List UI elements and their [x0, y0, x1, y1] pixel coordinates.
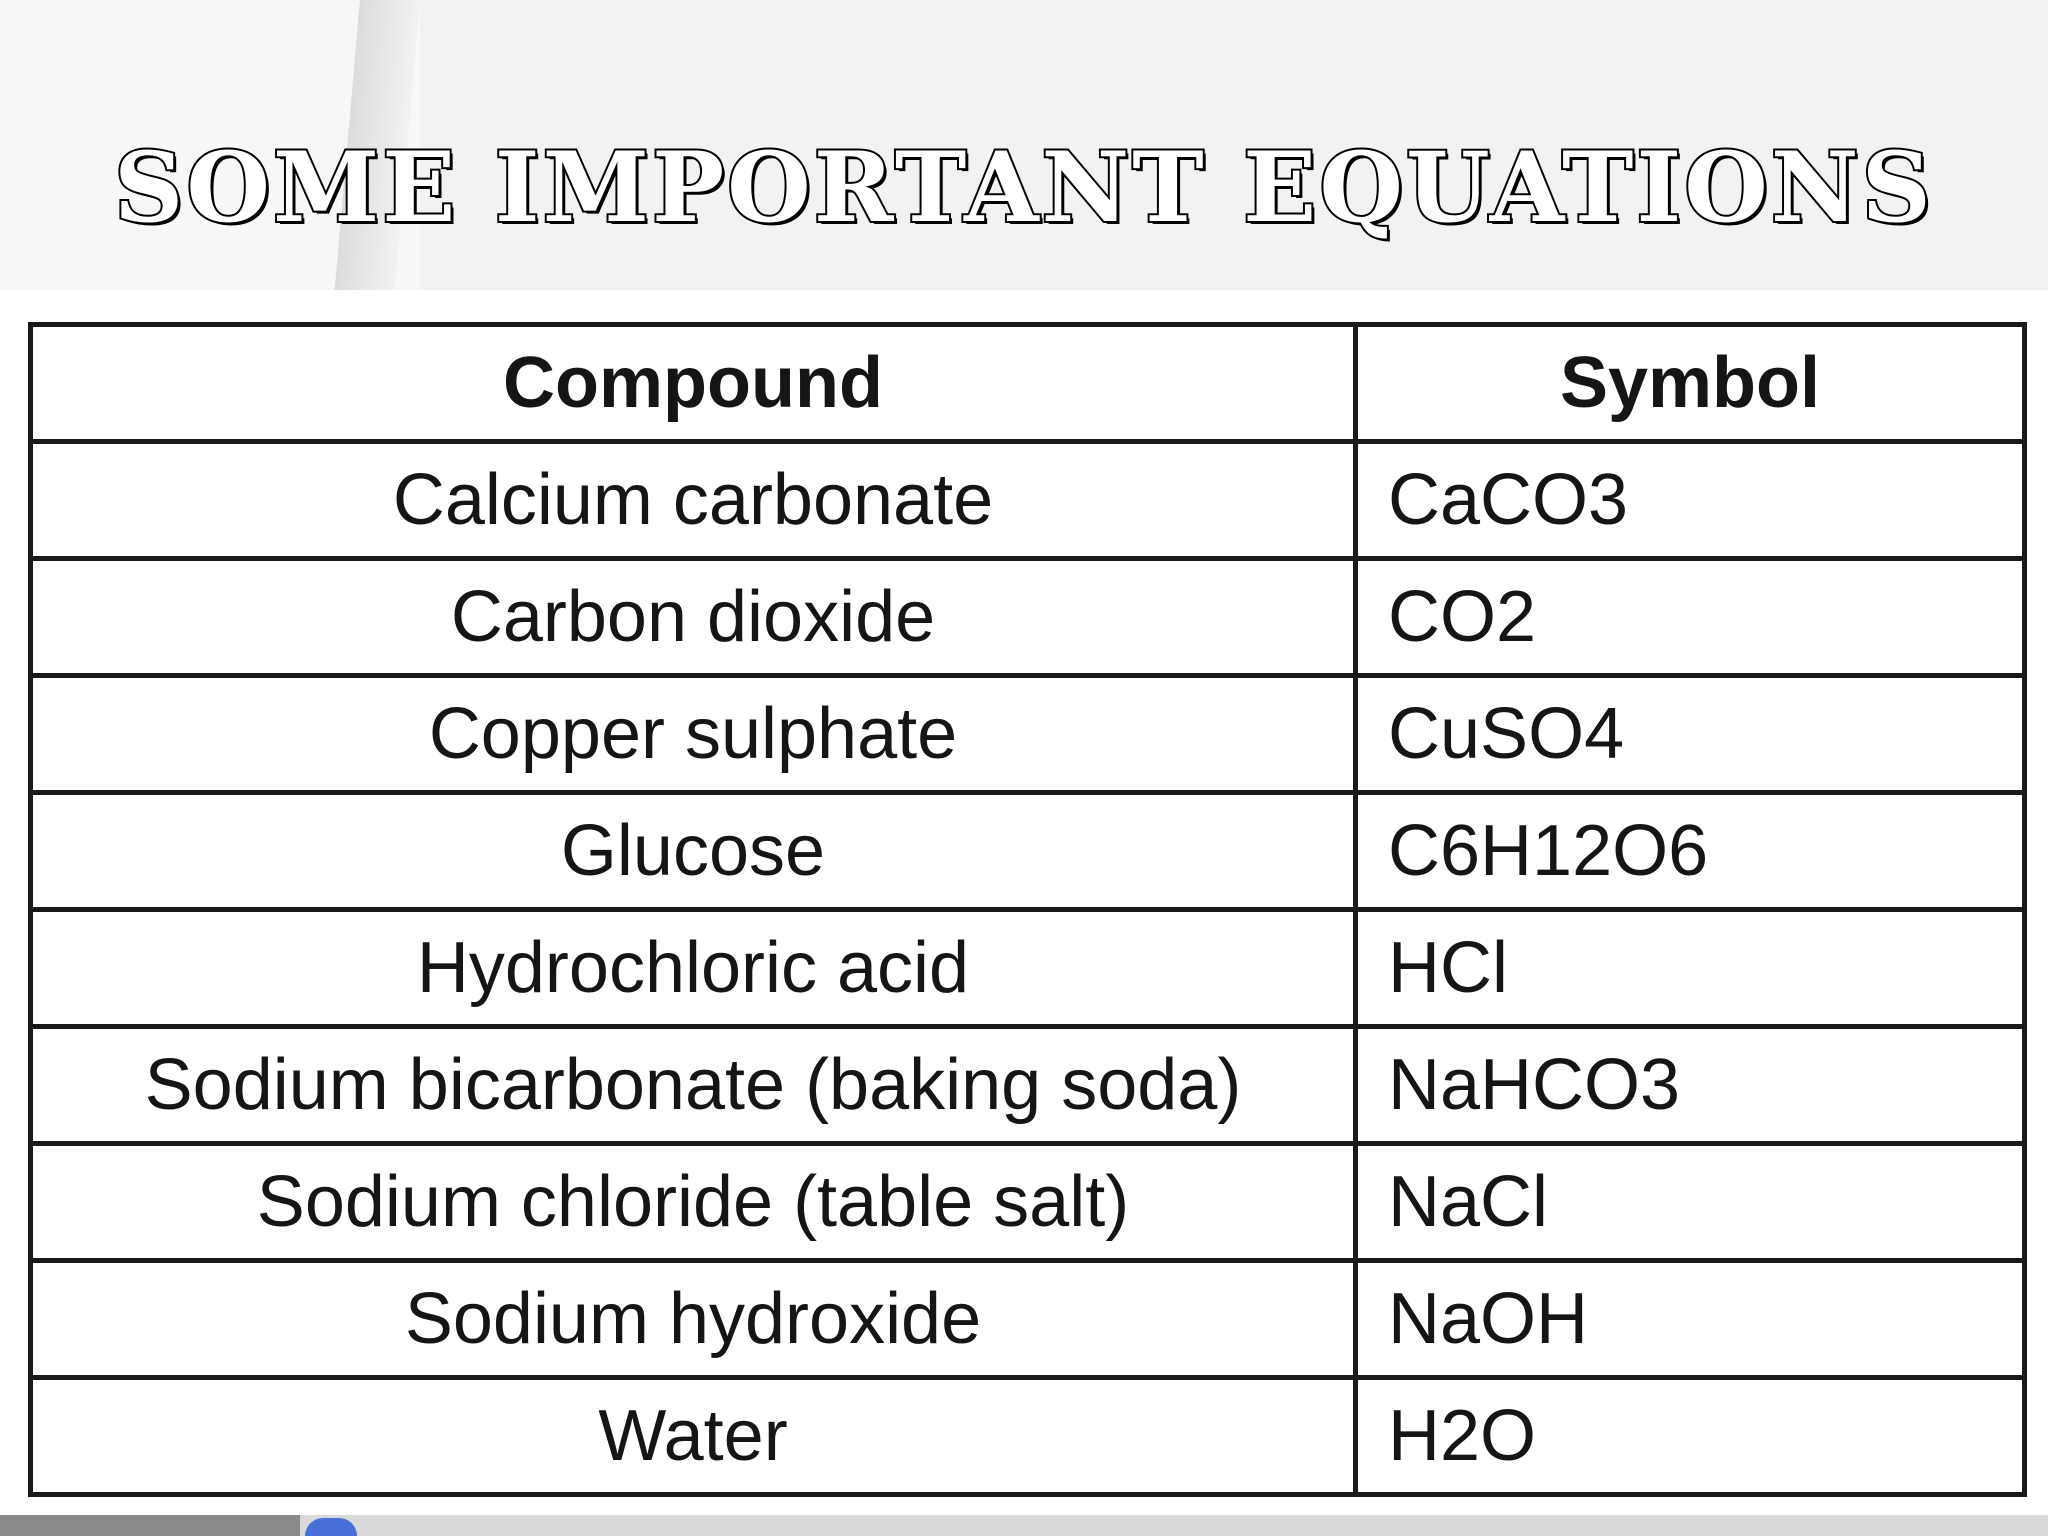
compound-name: Glucose — [31, 793, 1356, 910]
compound-name: Sodium chloride (table salt) — [31, 1144, 1356, 1261]
compound-name: Sodium hydroxide — [31, 1261, 1356, 1378]
chemical-symbol: H2O — [1356, 1378, 2025, 1495]
compound-name: Water — [31, 1378, 1356, 1495]
compound-table — [28, 322, 2027, 1497]
table-row — [31, 1027, 2025, 1144]
compound-name: Calcium carbonate — [31, 442, 1356, 559]
compound-name: Copper sulphate — [31, 676, 1356, 793]
table-row — [31, 1261, 2025, 1378]
chemical-symbol: CO2 — [1356, 559, 2025, 676]
chemical-symbol: HCl — [1356, 910, 2025, 1027]
compound-table-container — [28, 322, 2022, 1492]
symbol-column-header: Symbol — [1356, 325, 2025, 442]
table-row — [31, 442, 2025, 559]
chemical-symbol: C6H12O6 — [1356, 793, 2025, 910]
table-row — [31, 910, 2025, 1027]
slide-title: SOME IMPORTANT EQUATIONS — [113, 131, 1934, 244]
compound-name: Carbon dioxide — [31, 559, 1356, 676]
compound-column-header: Compound — [31, 325, 1356, 442]
chemical-symbol: NaHCO3 — [1356, 1027, 2025, 1144]
table-row — [31, 1144, 2025, 1261]
chemical-symbol: NaCl — [1356, 1144, 2025, 1261]
table-row — [31, 559, 2025, 676]
chemical-symbol: CuSO4 — [1356, 676, 2025, 793]
compound-name: Sodium bicarbonate (baking soda) — [31, 1027, 1356, 1144]
compound-name: Hydrochloric acid — [31, 910, 1356, 1027]
table-row — [31, 793, 2025, 910]
table-row — [31, 1378, 2025, 1495]
table-header-row — [31, 325, 2025, 442]
chemical-symbol: CaCO3 — [1356, 442, 2025, 559]
table-row — [31, 676, 2025, 793]
navigation-dot-icon[interactable] — [305, 1518, 357, 1536]
chemical-symbol: NaOH — [1356, 1261, 2025, 1378]
bottom-strip-accent — [0, 1515, 300, 1536]
